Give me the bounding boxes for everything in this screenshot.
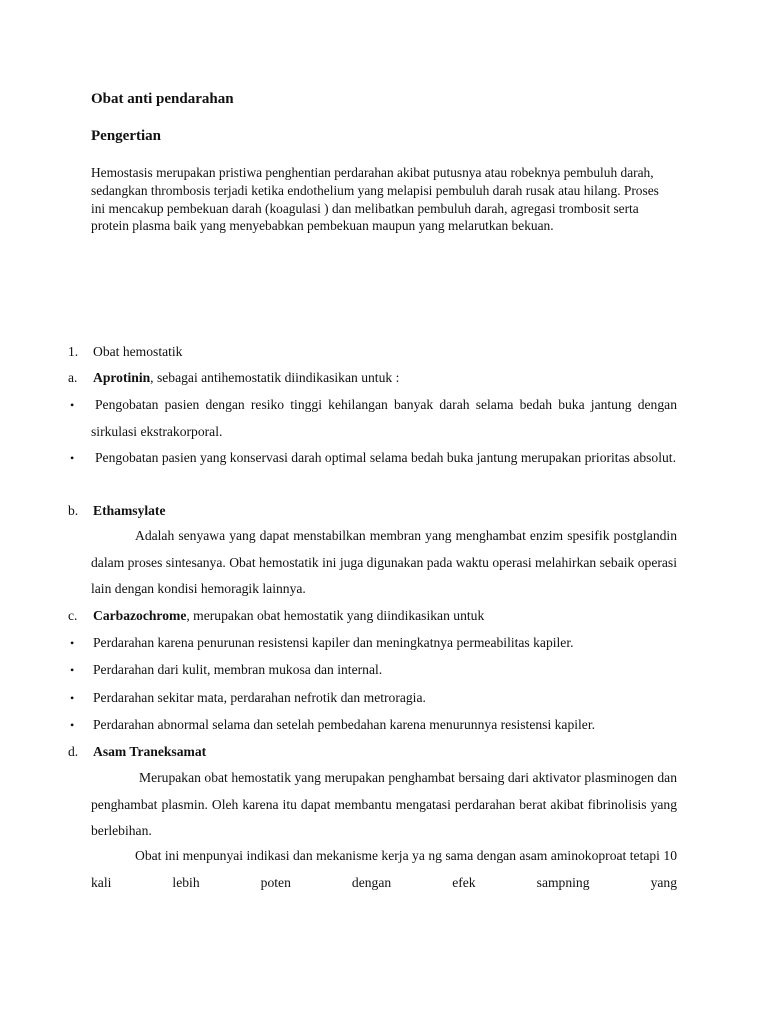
list-letter: d. [68, 744, 79, 759]
drug-name: Asam Traneksamat [93, 744, 207, 759]
drug-name: Aprotinin [93, 370, 151, 385]
tranexamic-paragraph-1: Merupakan obat hemostatik yang merupakan penghambat bersaing dari aktivator plasminogen dan penghambat plasmin. Oleh karena itu dapat membantu mengatasi perdarahan berat akibat fibrinolisis yang berlebihan. [91, 770, 677, 838]
drug-description: , sebagai antihemostatik diindikasikan untuk : [150, 370, 400, 385]
drug-description: , merupakan obat hemostatik yang diindikasikan untuk [186, 608, 485, 623]
list-number: 1. [68, 344, 79, 359]
tranexamic-paragraph-2: Obat ini menpunyai indikasi dan mekanisme kerja ya ng sama dengan asam aminokoproat tetapi 10 kali lebih poten dengan efek sampning yang [91, 848, 677, 890]
list-letter: c. [68, 608, 78, 623]
bullet-icon: • [70, 663, 75, 677]
bullet-icon: • [70, 691, 75, 705]
section-heading: Pengertian [91, 128, 161, 144]
list-item-text: Obat hemostatik [93, 344, 183, 359]
bullet-icon: • [70, 718, 75, 732]
lettered-item-text [93, 365, 399, 392]
intro-paragraph: Hemostasis merupakan pristiwa penghentian perdarahan akibat putusnya atau robeknya pembuluh darah, sedangkan thrombosis terjadi ketika endothelium yang melapisi pembuluh darah rusak atau hilang. Proses ini mencakup pembekuan darah (koagulasi ) dan melibatkan pembuluh darah, agregasi trombosit serta protein plasma baik yang menyebabkan pembekuan maupun yang melarutkan bekuan. [91, 165, 659, 234]
bullet-text: Pengobatan pasien dengan resiko tinggi kehilangan banyak darah selama bedah buka jantung dengan sirkulasi ekstrakorporal. [91, 397, 677, 439]
list-letter: b. [68, 503, 79, 518]
list-letter: a. [68, 370, 78, 385]
bullet-icon: • [70, 451, 75, 465]
bullet-text: Perdarahan abnormal selama dan setelah pembedahan karena menurunnya resistensi kapiler. [93, 717, 596, 732]
bullet-icon: • [70, 636, 75, 650]
bullet-text: Perdarahan sekitar mata, perdarahan nefrotik dan metroragia. [93, 690, 426, 705]
drug-name: Carbazochrome [93, 608, 187, 623]
ethamsylate-paragraph: Adalah senyawa yang dapat menstabilkan membran yang menghambat enzim spesifik postglandin dalam proses sintesanya. Obat hemostatik ini juga digunakan pada waktu operasi melahirkan sebaik operasi lain dengan kondisi hemoragik lainnya. [91, 528, 677, 596]
bullet-text: Perdarahan karena penurunan resistensi kapiler dan meningkatnya permeabilitas kapiler. [93, 635, 574, 650]
lettered-item-text [93, 603, 484, 630]
bullet-text: Perdarahan dari kulit, membran mukosa dan internal. [93, 662, 383, 677]
drug-name: Ethamsylate [93, 503, 166, 518]
bullet-icon: • [70, 398, 75, 412]
bullet-text: Pengobatan pasien yang konservasi darah optimal selama bedah buka jantung merupakan prioritas absolut. [95, 450, 676, 465]
document-title: Obat anti pendarahan [91, 91, 234, 107]
